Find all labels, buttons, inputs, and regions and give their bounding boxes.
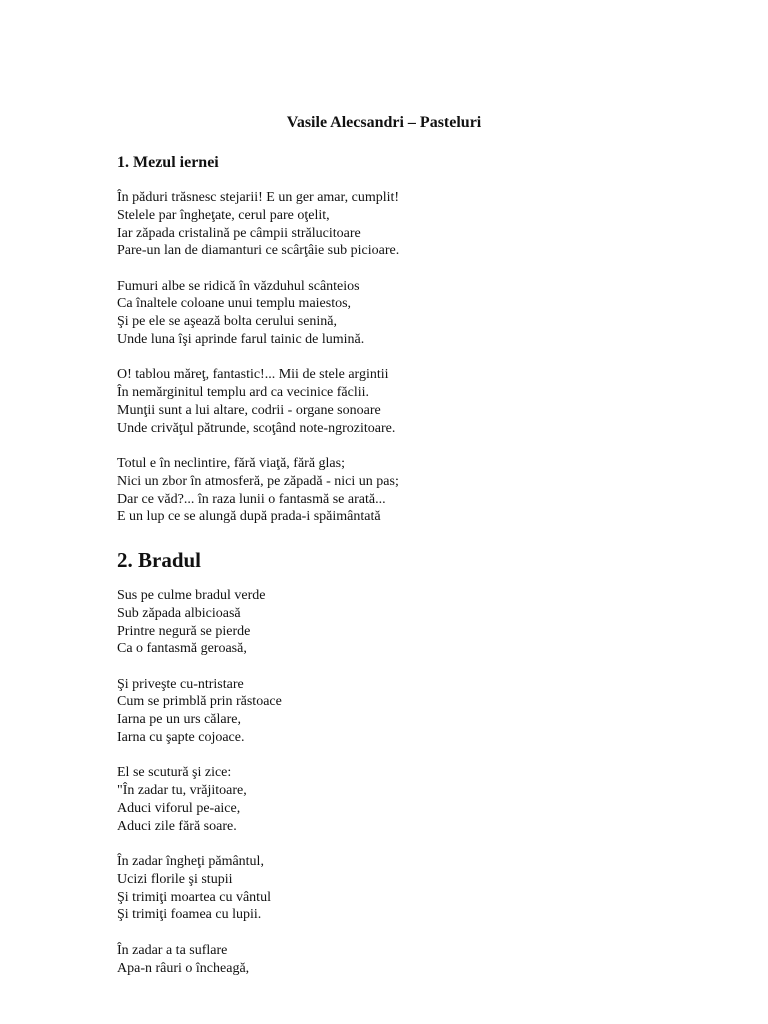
stanza (117, 189, 737, 260)
stanza (117, 942, 737, 978)
verse-line: Printre negură se pierde (117, 623, 251, 639)
stanza (117, 764, 737, 835)
verse-line: În zadar îngheţi pământul, (117, 854, 264, 870)
verse-line: Aduci zile fără soare. (117, 818, 237, 834)
section-heading: 1. Mezul iernei (117, 154, 219, 171)
verse-line: Şi pe ele se aşează bolta cerului senină, (117, 314, 338, 330)
verse-line: "În zadar tu, vrăjitoare, (117, 783, 247, 799)
verse-line: Fumuri albe se ridică în văzduhul scânteios (117, 278, 360, 294)
verse-line: Ca înaltele coloane unui templu maiestos, (117, 296, 352, 312)
verse-line: Totul e în neclintire, fără viaţă, fără glas; (117, 456, 345, 472)
verse-line: Unde luna îşi aprinde farul tainic de lumină. (117, 332, 365, 348)
verse-line: O! tablou măreţ, fantastic!... Mii de stele argintii (117, 367, 389, 383)
verse-line: Iar zăpada cristalină pe câmpii strălucitoare (117, 225, 361, 241)
verse-line: Sus pe culme bradul verde (117, 588, 266, 603)
verse-line: Şi priveşte cu-ntristare (117, 676, 244, 692)
verse-line: Iarna pe un urs călare, (117, 712, 241, 728)
verse-line: În zadar a ta suflare (117, 942, 228, 958)
verse-line: Unde crivăţul pătrunde, scoţând note-ngrozitoare. (117, 420, 396, 436)
stanza (117, 853, 737, 924)
verse-line: În păduri trăsnesc stejarii! E un ger amar, cumplit! (117, 190, 400, 205)
verse-line: Cum se primblă prin răstoace (117, 694, 282, 710)
verse-line: Apa-n râuri o încheagă, (117, 960, 250, 976)
verse-line: În nemărginitul templu ard ca vecinice făclii. (117, 385, 370, 401)
verse-line: Şi trimiţi foamea cu lupii. (117, 907, 262, 923)
verse-line: Nici un zbor în atmosferă, pe zăpadă - nici un pas; (117, 473, 399, 489)
stanza (117, 455, 737, 526)
stanza (117, 366, 737, 437)
document-title: Vasile Alecsandri – Pasteluri (286, 114, 482, 131)
verse-line: Aduci viforul pe-aice, (117, 800, 241, 816)
verse-line: El se scutură şi zice: (117, 765, 232, 781)
verse-line: Iarna cu şapte cojoace. (117, 730, 245, 746)
section-heading: 2. Bradul (117, 548, 202, 572)
verse-line: Munţii sunt a lui altare, codrii - organe sonoare (117, 402, 381, 418)
verse-line: Dar ce văd?... în raza lunii o fantasmă se arată... (117, 491, 386, 507)
verse-line: Sub zăpada albicioasă (117, 605, 241, 621)
verse-line: Stelele par îngheţate, cerul pare oţelit, (117, 207, 330, 223)
verse-line: Pare-un lan de diamanturi ce scârţâie sub picioare. (117, 243, 400, 259)
stanza (117, 587, 737, 658)
poem-section-bradul (117, 547, 737, 995)
poem-section-mezul-iernei (117, 153, 737, 544)
verse-line: Ucizi florile şi stupii (117, 871, 233, 887)
verse-line: Şi trimiţi moartea cu vântul (117, 889, 271, 905)
stanza (117, 278, 737, 349)
verse-line: E un lup ce se alungă după prada-i spăimântată (117, 509, 381, 525)
verse-line: Ca o fantasmă geroasă, (117, 641, 247, 657)
stanza (117, 676, 737, 747)
